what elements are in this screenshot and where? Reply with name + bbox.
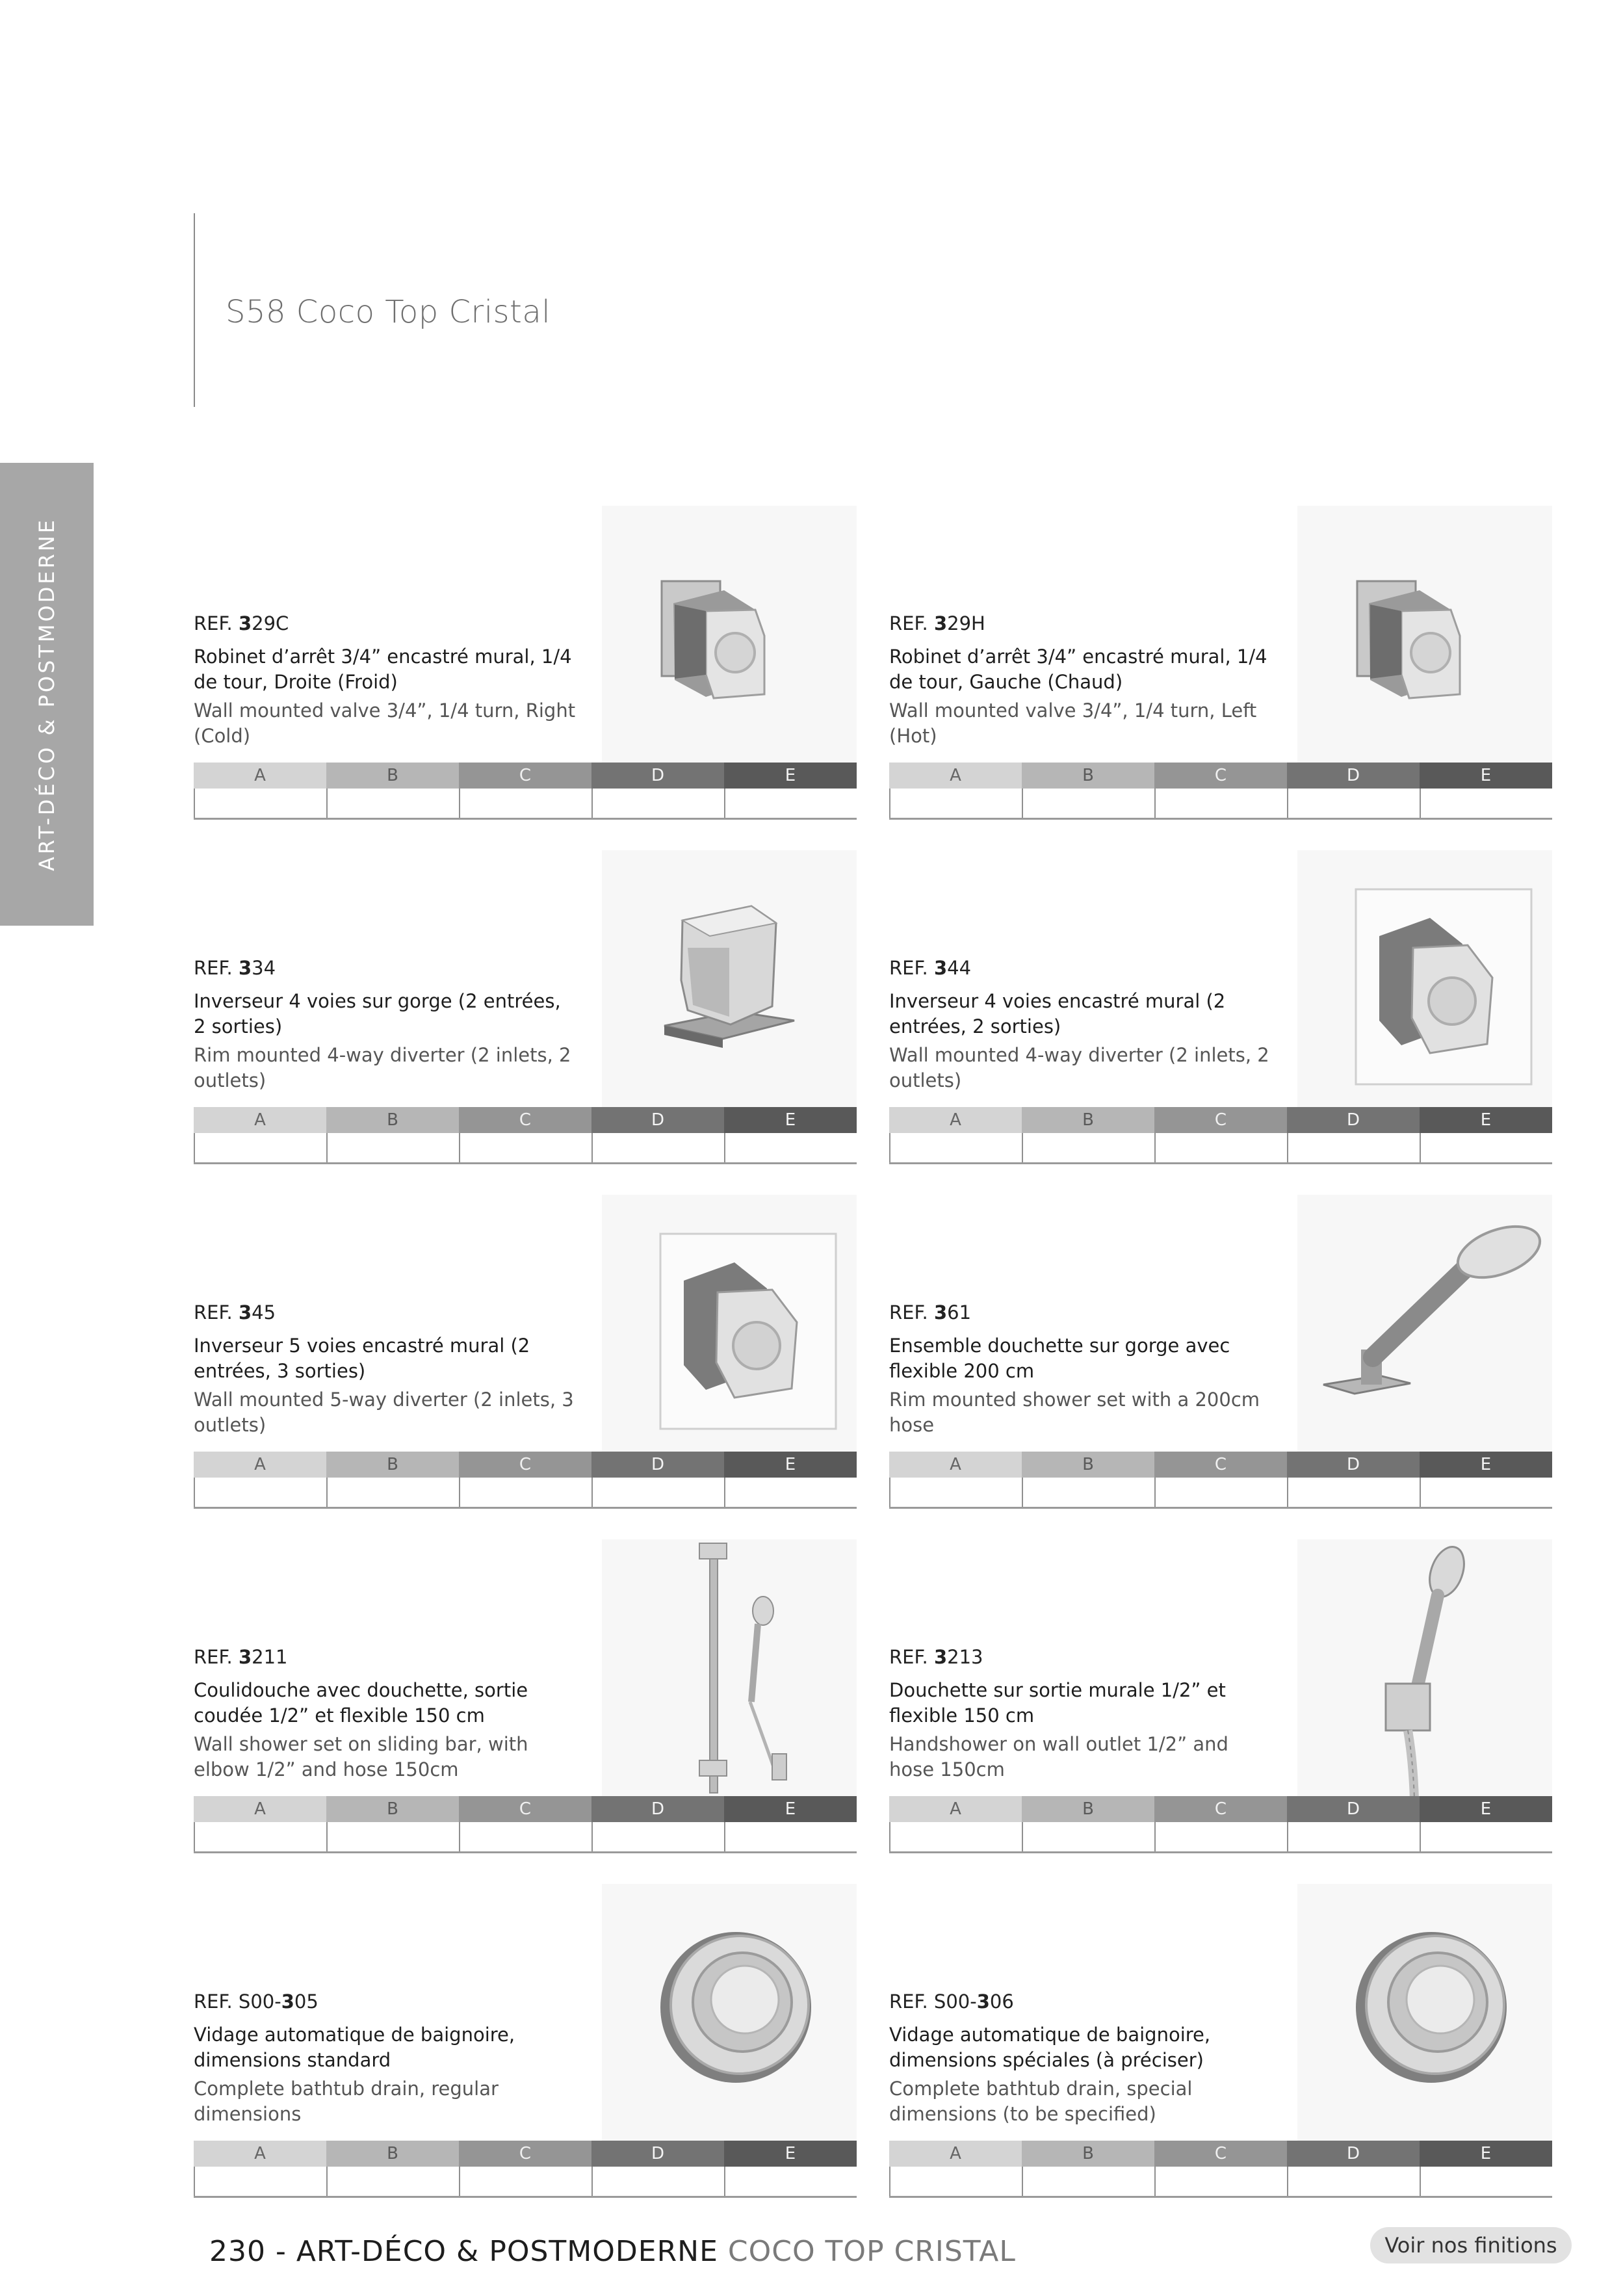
ref-bold: 3 xyxy=(238,1301,252,1324)
product-description-fr: Inverseur 4 voies sur gorge (2 entrées, 2 sorties) xyxy=(194,990,561,1037)
side-tab xyxy=(0,463,94,926)
product-description-fr: Inverseur 5 voies encastré mural (2 entrées, 3 sorties) xyxy=(194,1335,530,1382)
finish-column-header: A xyxy=(889,2141,1022,2167)
product-description-en: Wall mounted 5-way diverter (2 inlets, 3 outlets) xyxy=(194,1389,574,1436)
finish-column-header: E xyxy=(724,2141,857,2167)
finish-column xyxy=(194,1107,326,1162)
product-photo xyxy=(602,850,857,1110)
finish-table xyxy=(889,1107,1552,1164)
finish-cell[interactable] xyxy=(1022,1478,1154,1507)
finish-column xyxy=(1287,763,1420,818)
finish-cell[interactable] xyxy=(194,2167,326,2196)
finish-cell[interactable] xyxy=(1154,789,1287,818)
product-description-fr: Vidage automatique de baignoire, dimensions spéciales (à préciser) xyxy=(889,2024,1211,2071)
finish-column-header: E xyxy=(724,1107,857,1133)
ref-suffix: 29C xyxy=(252,612,289,634)
finish-column-header: E xyxy=(724,1452,857,1478)
finish-column xyxy=(889,2141,1022,2196)
product-photo xyxy=(1297,850,1552,1110)
product-card xyxy=(889,1195,1552,1507)
finish-cell[interactable] xyxy=(194,1478,326,1507)
drain-icon xyxy=(1297,1884,1552,2144)
finish-cell[interactable] xyxy=(724,1478,857,1507)
finish-column xyxy=(1154,763,1287,818)
finish-cell[interactable] xyxy=(1420,1478,1552,1507)
finish-column-header: E xyxy=(724,1796,857,1822)
finish-column xyxy=(1022,1452,1154,1507)
finish-cell[interactable] xyxy=(889,1133,1022,1162)
finish-column xyxy=(459,1796,591,1851)
finish-column-header: A xyxy=(194,1107,326,1133)
finish-column xyxy=(1022,1796,1154,1851)
product-description-en: Complete bathtub drain, special dimensions (to be specified) xyxy=(889,2078,1193,2125)
finish-cell[interactable] xyxy=(1420,1133,1552,1162)
product-photo xyxy=(602,1539,857,1799)
product-card xyxy=(194,850,857,1162)
product-card xyxy=(194,506,857,818)
ref-suffix: 06 xyxy=(989,1990,1014,2013)
product-ref xyxy=(889,957,971,979)
finish-column-header: D xyxy=(591,763,724,789)
ref-suffix: 29H xyxy=(947,612,985,634)
ref-bold: 3 xyxy=(238,612,252,634)
finish-column xyxy=(194,763,326,818)
ref-bold: 3 xyxy=(238,1646,252,1668)
product-description-fr: Coulidouche avec douchette, sortie coudée 1/2” et flexible 150 cm xyxy=(194,1679,528,1727)
finish-column xyxy=(1154,2141,1287,2196)
ref-suffix: 44 xyxy=(947,957,972,979)
finish-cell[interactable] xyxy=(459,2167,591,2196)
finish-column-header: B xyxy=(326,763,459,789)
rim-diverter-icon xyxy=(602,850,857,1110)
product-description-en: Wall shower set on sliding bar, with elbow 1/2” and hose 150cm xyxy=(194,1733,528,1781)
product-ref xyxy=(194,1301,276,1324)
valve-icon xyxy=(602,506,857,766)
valve-icon xyxy=(1297,506,1552,766)
ref-bold: 3 xyxy=(976,1990,990,2013)
finish-cell[interactable] xyxy=(1420,2167,1552,2196)
finish-column xyxy=(326,2141,459,2196)
finish-column-header: E xyxy=(1420,2141,1552,2167)
finish-cell[interactable] xyxy=(889,2167,1022,2196)
ref-prefix: REF. xyxy=(194,612,239,634)
finish-column xyxy=(459,1452,591,1507)
ref-prefix: REF. S00- xyxy=(889,1990,977,2013)
finish-column xyxy=(326,1796,459,1851)
product-photo xyxy=(1297,1884,1552,2144)
ref-suffix: 213 xyxy=(947,1646,983,1668)
product-description-fr: Inverseur 4 voies encastré mural (2 entrées, 2 sorties) xyxy=(889,990,1226,1037)
finish-column xyxy=(459,2141,591,2196)
finish-cell[interactable] xyxy=(1287,2167,1420,2196)
finish-cell[interactable] xyxy=(591,789,724,818)
finish-column xyxy=(1154,1107,1287,1162)
product-ref xyxy=(194,957,276,979)
product-card xyxy=(889,850,1552,1162)
finish-column-header: D xyxy=(591,1796,724,1822)
product-card xyxy=(194,1539,857,1851)
ref-bold: 3 xyxy=(933,957,948,979)
product-ref xyxy=(889,612,985,634)
side-tab-label: ART-DÉCO & POSTMODERNE xyxy=(34,517,59,872)
finish-cell[interactable] xyxy=(889,1478,1022,1507)
finish-column-header: B xyxy=(1022,2141,1154,2167)
finish-column xyxy=(889,1107,1022,1162)
finish-cell[interactable] xyxy=(1022,1822,1154,1851)
finish-column-header: A xyxy=(889,763,1022,789)
finish-column xyxy=(1022,2141,1154,2196)
product-description-en: Wall mounted valve 3/4”, 1/4 turn, Right (Cold) xyxy=(194,699,576,747)
handshower-icon xyxy=(1297,1195,1552,1455)
product-description-fr: Robinet d’arrêt 3/4” encastré mural, 1/4 de tour, Gauche (Chaud) xyxy=(889,646,1267,693)
product-ref xyxy=(889,1990,1014,2013)
finish-column-header: B xyxy=(326,1107,459,1133)
finish-column-header: B xyxy=(1022,1452,1154,1478)
finish-column xyxy=(1287,2141,1420,2196)
footer-section: 230 - ART-DÉCO & POSTMODERNE xyxy=(209,2235,718,2268)
finish-column-header: A xyxy=(194,1796,326,1822)
finish-column-header: A xyxy=(889,1107,1022,1133)
product-card xyxy=(194,1884,857,2196)
finish-column-header: A xyxy=(889,1452,1022,1478)
finish-table xyxy=(194,1796,857,1853)
finish-cell[interactable] xyxy=(326,1822,459,1851)
finish-column xyxy=(1420,1796,1552,1851)
finish-cell[interactable] xyxy=(1154,1822,1287,1851)
product-photo xyxy=(1297,1539,1552,1799)
finish-column-header: C xyxy=(459,1107,591,1133)
ref-suffix: 211 xyxy=(252,1646,288,1668)
finish-cell[interactable] xyxy=(591,2167,724,2196)
ref-prefix: REF. xyxy=(889,612,934,634)
product-photo xyxy=(602,506,857,766)
product-ref xyxy=(889,1301,971,1324)
finish-cell[interactable] xyxy=(1022,2167,1154,2196)
product-description-fr: Vidage automatique de baignoire, dimensions standard xyxy=(194,2024,515,2071)
finish-cell[interactable] xyxy=(194,789,326,818)
product-ref xyxy=(889,1646,983,1668)
finish-column xyxy=(591,1107,724,1162)
finish-column-header: A xyxy=(194,2141,326,2167)
finish-cell[interactable] xyxy=(591,1478,724,1507)
finish-column-header: E xyxy=(1420,763,1552,789)
finish-column xyxy=(1287,1452,1420,1507)
finish-column-header: D xyxy=(591,1107,724,1133)
ref-bold: 3 xyxy=(238,957,252,979)
finish-column-header: D xyxy=(1287,2141,1420,2167)
finish-column-header: C xyxy=(1154,1452,1287,1478)
finish-cell[interactable] xyxy=(326,2167,459,2196)
finish-column xyxy=(1022,1107,1154,1162)
ref-suffix: 61 xyxy=(947,1301,972,1324)
finish-column xyxy=(1287,1796,1420,1851)
finish-cell[interactable] xyxy=(724,2167,857,2196)
wall-handshower-icon xyxy=(1297,1539,1552,1799)
finish-column xyxy=(724,1796,857,1851)
finish-table xyxy=(889,763,1552,820)
finish-cell[interactable] xyxy=(889,1822,1022,1851)
finish-column-header: E xyxy=(1420,1796,1552,1822)
finish-cell[interactable] xyxy=(459,1822,591,1851)
finish-table xyxy=(194,763,857,820)
finish-cell[interactable] xyxy=(1022,789,1154,818)
finish-cell[interactable] xyxy=(591,1822,724,1851)
finish-cell[interactable] xyxy=(1154,1133,1287,1162)
finish-cell[interactable] xyxy=(1287,1133,1420,1162)
finish-cell[interactable] xyxy=(459,789,591,818)
ref-prefix: REF. xyxy=(889,1301,934,1324)
finish-column xyxy=(1154,1796,1287,1851)
finish-cell[interactable] xyxy=(194,1822,326,1851)
product-description-en: Rim mounted shower set with a 200cm hose xyxy=(889,1389,1260,1436)
product-photo xyxy=(602,1884,857,2144)
finish-column-header: D xyxy=(1287,763,1420,789)
finish-cell[interactable] xyxy=(1420,1822,1552,1851)
ref-suffix: 05 xyxy=(294,1990,318,2013)
finish-column xyxy=(724,2141,857,2196)
finish-column-header: A xyxy=(194,1452,326,1478)
product-ref xyxy=(194,1646,287,1668)
product-card xyxy=(194,1195,857,1507)
finish-cell[interactable] xyxy=(1287,789,1420,818)
finish-cell[interactable] xyxy=(724,1822,857,1851)
finish-column xyxy=(724,763,857,818)
finish-cell[interactable] xyxy=(1287,1478,1420,1507)
finish-cell[interactable] xyxy=(1154,1478,1287,1507)
sliding-bar-icon xyxy=(602,1539,857,1799)
finish-cell[interactable] xyxy=(724,789,857,818)
finish-cell[interactable] xyxy=(326,789,459,818)
product-description-en: Complete bathtub drain, regular dimensions xyxy=(194,2078,499,2125)
finish-cell[interactable] xyxy=(591,1133,724,1162)
finish-cell[interactable] xyxy=(459,1478,591,1507)
finish-column xyxy=(194,2141,326,2196)
finish-column-header: D xyxy=(1287,1796,1420,1822)
finish-column xyxy=(194,1796,326,1851)
finish-column xyxy=(724,1107,857,1162)
finish-cell[interactable] xyxy=(724,1133,857,1162)
product-description-fr: Douchette sur sortie murale 1/2” et flexible 150 cm xyxy=(889,1679,1226,1727)
product-ref xyxy=(194,612,289,634)
finish-column-header: E xyxy=(1420,1452,1552,1478)
finish-table xyxy=(889,1796,1552,1853)
finish-column-header: C xyxy=(1154,763,1287,789)
ref-prefix: REF. xyxy=(194,957,239,979)
ref-prefix: REF. xyxy=(194,1301,239,1324)
finish-cell[interactable] xyxy=(889,789,1022,818)
product-photo xyxy=(1297,1195,1552,1455)
finish-column-header: D xyxy=(591,1452,724,1478)
finish-cell[interactable] xyxy=(1287,1822,1420,1851)
product-description-en: Handshower on wall outlet 1/2” and hose 150cm xyxy=(889,1733,1228,1781)
ref-suffix: 45 xyxy=(252,1301,276,1324)
finish-table xyxy=(889,1452,1552,1509)
finish-column-header: C xyxy=(459,2141,591,2167)
drain-icon xyxy=(602,1884,857,2144)
finish-column-header: C xyxy=(1154,1107,1287,1133)
view-finishes-button[interactable]: Voir nos finitions xyxy=(1370,2227,1572,2263)
product-photo xyxy=(1297,506,1552,766)
finish-table xyxy=(889,2141,1552,2198)
product-ref xyxy=(194,1990,318,2013)
finish-cell[interactable] xyxy=(326,1478,459,1507)
finish-cell[interactable] xyxy=(1154,2167,1287,2196)
finish-column xyxy=(459,1107,591,1162)
wall-diverter-icon xyxy=(602,1195,857,1455)
finish-cell[interactable] xyxy=(459,1133,591,1162)
finish-cell[interactable] xyxy=(1022,1133,1154,1162)
finish-column-header: C xyxy=(459,1452,591,1478)
finish-column xyxy=(1287,1107,1420,1162)
wall-diverter-icon xyxy=(1297,850,1552,1110)
footer-page-label xyxy=(209,2235,1016,2268)
title-rule xyxy=(194,213,195,407)
finish-column-header: C xyxy=(459,763,591,789)
finish-column xyxy=(1420,1452,1552,1507)
ref-prefix: REF. xyxy=(194,1646,239,1668)
finish-column xyxy=(591,2141,724,2196)
footer-series: COCO TOP CRISTAL xyxy=(718,2235,1016,2268)
finish-table xyxy=(194,1452,857,1509)
product-description-fr: Robinet d’arrêt 3/4” encastré mural, 1/4 de tour, Droite (Froid) xyxy=(194,646,572,693)
finish-column-header: B xyxy=(326,2141,459,2167)
finish-column-header: B xyxy=(1022,763,1154,789)
finish-column xyxy=(889,1452,1022,1507)
product-description-en: Wall mounted valve 3/4”, 1/4 turn, Left (Hot) xyxy=(889,699,1257,747)
finish-column-header: A xyxy=(194,763,326,789)
finish-column xyxy=(459,763,591,818)
finish-column xyxy=(1154,1452,1287,1507)
product-card xyxy=(889,1539,1552,1851)
finish-column-header: D xyxy=(591,2141,724,2167)
finish-column-header: C xyxy=(1154,2141,1287,2167)
ref-prefix: REF. xyxy=(889,957,934,979)
finish-column-header: D xyxy=(1287,1452,1420,1478)
product-description-fr: Ensemble douchette sur gorge avec flexible 200 cm xyxy=(889,1335,1230,1382)
ref-prefix: REF. xyxy=(889,1646,934,1668)
finish-column xyxy=(1420,763,1552,818)
finish-cell[interactable] xyxy=(326,1133,459,1162)
finish-column xyxy=(1420,2141,1552,2196)
finish-column xyxy=(326,1107,459,1162)
finish-column xyxy=(724,1452,857,1507)
finish-column xyxy=(591,763,724,818)
finish-column-header: B xyxy=(326,1452,459,1478)
product-card xyxy=(889,506,1552,818)
finish-column xyxy=(591,1796,724,1851)
product-photo xyxy=(602,1195,857,1455)
finish-column xyxy=(1420,1107,1552,1162)
finish-column-header: C xyxy=(459,1796,591,1822)
finish-column xyxy=(326,1452,459,1507)
finish-column xyxy=(326,763,459,818)
ref-bold: 3 xyxy=(933,1301,948,1324)
finish-column-header: B xyxy=(326,1796,459,1822)
finish-column xyxy=(591,1452,724,1507)
finish-column-header: A xyxy=(889,1796,1022,1822)
finish-column-header: E xyxy=(724,763,857,789)
page-title: S58 Coco Top Cristal xyxy=(226,294,551,330)
finish-column-header: B xyxy=(1022,1107,1154,1133)
ref-suffix: 34 xyxy=(252,957,276,979)
finish-column xyxy=(889,763,1022,818)
product-card xyxy=(889,1884,1552,2196)
ref-bold: 3 xyxy=(281,1990,294,2013)
finish-column xyxy=(194,1452,326,1507)
finish-column-header: C xyxy=(1154,1796,1287,1822)
finish-table xyxy=(194,2141,857,2198)
finish-column-header: B xyxy=(1022,1796,1154,1822)
product-description-en: Wall mounted 4-way diverter (2 inlets, 2 outlets) xyxy=(889,1044,1269,1091)
finish-cell[interactable] xyxy=(1420,789,1552,818)
ref-bold: 3 xyxy=(933,612,948,634)
ref-bold: 3 xyxy=(933,1646,948,1668)
finish-column xyxy=(889,1796,1022,1851)
ref-prefix: REF. S00- xyxy=(194,1990,281,2013)
product-description-en: Rim mounted 4-way diverter (2 inlets, 2 outlets) xyxy=(194,1044,571,1091)
finish-column-header: D xyxy=(1287,1107,1420,1133)
finish-column xyxy=(1022,763,1154,818)
finish-cell[interactable] xyxy=(194,1133,326,1162)
finish-table xyxy=(194,1107,857,1164)
finish-column-header: E xyxy=(1420,1107,1552,1133)
